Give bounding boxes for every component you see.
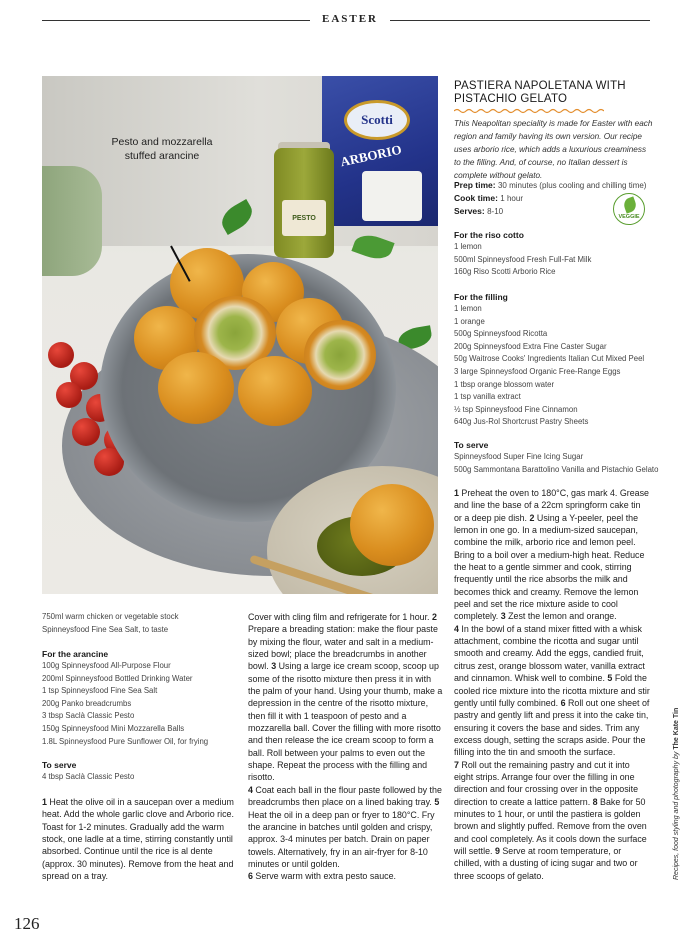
credit-prefix: Recipes, food styling and photography by (673, 751, 680, 880)
prep-value: 30 minutes (plus cooling and chilling time) (497, 181, 647, 190)
ingredient: Spinneysfood Super Fine Icing Sugar (454, 452, 584, 461)
section-title: EASTER (321, 13, 379, 25)
prep-time (454, 179, 654, 192)
arancino (158, 352, 234, 424)
filling-list (454, 303, 666, 429)
rice-window (362, 171, 422, 221)
jar-label-text: PESTO (292, 214, 316, 222)
step: 6 Serve warm with extra pesto sauce. (248, 871, 396, 882)
ingredient: 1.8L Spinneysfood Pure Sunflower Oil, for frying (42, 736, 209, 746)
step: 6 Roll out one sheet of pastry and gently lift and press it into the cake tin, ensuring it covers the base and sides. Trim any excess dough, setting the scraps aside. Pour the filling into the tin and smooth the surface. (454, 697, 650, 758)
arancine-method-mid (248, 611, 444, 883)
serves-value: 8-10 (487, 207, 504, 216)
pastiera-method (454, 487, 650, 882)
arancine-method-left (42, 796, 238, 882)
step-continuation: Cover with cling film and refrigerate for 1 hour. (248, 612, 430, 622)
ingredient: 1 tbsp orange blossom water (454, 379, 555, 389)
arancine-serve-heading: To serve (42, 760, 77, 770)
step: 1 Heat the olive oil in a saucepan over a medium heat. Add the whole garlic clove and Arborio rice. Toast for 1-2 minutes. Gradually add the warm stock, one ladle at a time, stirring constantly until absorbed. Continue until the rice is al dente (approx. 30 minutes). Remove from the heat and spread on a tray. (42, 797, 234, 882)
ingredient: 200ml Spinneysfood Bottled Drinking Water (42, 673, 193, 683)
photo-credit (673, 708, 680, 880)
step: 5 Fold the cooled rice mixture into the ricotta mixture and stir gently until fully combined. (454, 673, 650, 708)
ingredient: 4 tbsp Saclà Classic Pesto (42, 772, 135, 781)
step: 4 Coat each ball in the flour paste followed by the breadcrumbs then place on a lined baking tray. (248, 784, 442, 808)
ingredient: 3 large Spinneysfood Organic Free-Range Eggs (454, 366, 621, 376)
step: 4 In the bowl of a stand mixer fitted with a whisk attachment, combine the ricotta and sugar until smooth and creamy. Add the eggs, candied fruit, citrus zest, orange blossom water, vanilla extract and cinnamon. Whisk well to combine. (454, 623, 645, 684)
rice-box-label: ARBORIO (339, 141, 403, 170)
ingredient: 1 orange (454, 316, 485, 326)
ingredient: 500g Sammontana Barattolino Vanilla and Pistachio Gelato (454, 464, 659, 474)
ingredient: 200g Panko breadcrumbs (42, 698, 132, 708)
prep-label: Prep time: (454, 180, 496, 190)
ingredient: 1 lemon (454, 304, 482, 313)
ingredient: ½ tsp Spinneysfood Fine Cinnamon (454, 404, 578, 414)
ingredient: 50g Waitrose Cooks' Ingredients Italian Cut Mixed Peel (454, 354, 645, 364)
ingredient: 750ml warm chicken or vegetable stock (42, 612, 179, 621)
step: 5 Heat the oil in a deep pan or fryer to 180°C. Fry the arancine in batches until golden and crispy, approx. 3-4 minutes per batch. Drain on paper towels. Alternatively, fry in an air-fryer for 8-10 minutes or until golden. (248, 797, 440, 869)
serves-label: Serves: (454, 206, 485, 216)
photo-callout: Pesto and mozzarella stuffed arancine (111, 136, 213, 162)
header-rule-left (42, 20, 310, 21)
step: 1 Preheat the oven to 180°C, gas mark 4. Grease and line the base of a 22cm springform cake tin or a deep pie dish. (454, 488, 649, 523)
ingredient: 500ml Spinneysfood Fresh Full-Fat Milk (454, 254, 592, 264)
arancino (238, 356, 312, 426)
ingredient: 640g Jus-Rol Shortcrust Pastry Sheets (454, 417, 589, 427)
recipe-intro: This Neapolitan speciality is made for Easter with each region and family having its own version. Our recipe uses arborio rice, which adds a luxurious creaminess to the filling. And, of course, no Italian dessert is complete without gelato. (454, 119, 653, 180)
arancino-cut (304, 320, 376, 390)
cook-value: 1 hour (500, 194, 523, 203)
filling-heading: For the filling (454, 292, 508, 302)
green-napkin (42, 166, 102, 276)
veggie-badge-text: VEGGIE (618, 214, 640, 220)
arancine-top-ingredients (42, 611, 238, 636)
ingredient: 100g Spinneysfood All-Purpose Flour (42, 661, 171, 670)
ingredient: Spinneysfood Fine Sea Salt, to taste (42, 624, 169, 634)
ingredient: 200g Spinneysfood Extra Fine Caster Sugar (454, 341, 607, 351)
rice-brand: Scotti (361, 112, 393, 127)
header-rule-right (390, 20, 650, 21)
page-number: 126 (14, 914, 40, 933)
credit-name: The Kate Tin (673, 707, 680, 750)
step: 9 Serve at room temperature, or chilled, with a dusting of icing sugar and two or three scoops of gelato. (454, 845, 638, 881)
cook-label: Cook time: (454, 193, 498, 203)
serve-heading: To serve (454, 440, 489, 450)
recipe-photo (42, 76, 438, 594)
arancine-ingredients (42, 660, 238, 748)
ingredient: 1 tsp vanilla extract (454, 392, 521, 402)
step: 7 Roll out the remaining pastry and cut it into eight strips. Arrange four over the filling in one direction and four crossing over in the opposite direction to create a lattice pattern. (454, 759, 639, 807)
riso-cotto-list (454, 241, 654, 279)
arborio-rice-box (322, 76, 438, 226)
pesto-jar-label (282, 200, 326, 236)
riso-cotto-heading: For the riso cotto (454, 230, 524, 240)
arancine-heading: For the arancine (42, 649, 109, 659)
step: 8 Bake for 50 minutes to 1 hour, or until the pastiera is golden brown and slightly puffed. Remove from the oven and cool completely. As it cools down the surface will settle. (454, 796, 647, 856)
scotti-logo (344, 100, 410, 140)
arancine-serve-list (42, 771, 238, 784)
step: 2 Prepare a breading station: make the flour paste by mixing the flour, water and salt in a medium-sized bowl; place the breadcrumbs in another bowl. (248, 612, 438, 672)
recipe-title: PASTIERA NAPOLETANA WITH PISTACHIO GELATO (454, 80, 626, 105)
step: 3 Using a large ice cream scoop, scoop up some of the risotto mixture then press it in with the palm of your hand. Using your thumb, make a depression in the centre of the risotto mixture, then fill it with 1 teaspoon of pesto and a mozzarella ball. Cover the filling with more risotto and then release the ice cream scoop to form a ball. Roll between your palms to even out the shape. Repeat the process with the filling and risotto. (248, 661, 443, 783)
step: 3 Zest the lemon and orange. (500, 611, 617, 622)
ingredient: 1 tsp Spinneysfood Fine Sea Salt (42, 686, 158, 696)
step: 2 Using a Y-peeler, peel the lemon in one go. In a medium-sized saucepan, combine the milk, arborio rice and lemon peel. Bring to a boil over a medium-high heat. Reduce the heat to a gentle simmer and cook, stirring frequently until the rice absorbs the milk and becomes thick and creamy. Remove the lemon peel and set the rice mixture aside to cool completely. (454, 512, 645, 622)
veggie-badge-icon (613, 193, 645, 225)
ingredient: 150g Spinneysfood Mini Mozzarella Balls (42, 723, 185, 733)
arancino-side (350, 484, 434, 566)
title-underline-squiggle (454, 108, 604, 114)
ingredient: 160g Riso Scotti Arborio Rice (454, 267, 556, 277)
ingredient: 500g Spinneysfood Ricotta (454, 329, 548, 339)
ingredient: 3 tbsp Saclà Classic Pesto (42, 711, 135, 721)
ingredient: 1 lemon (454, 242, 482, 251)
serve-list (454, 451, 669, 476)
veggie-leaf-icon (622, 196, 638, 213)
